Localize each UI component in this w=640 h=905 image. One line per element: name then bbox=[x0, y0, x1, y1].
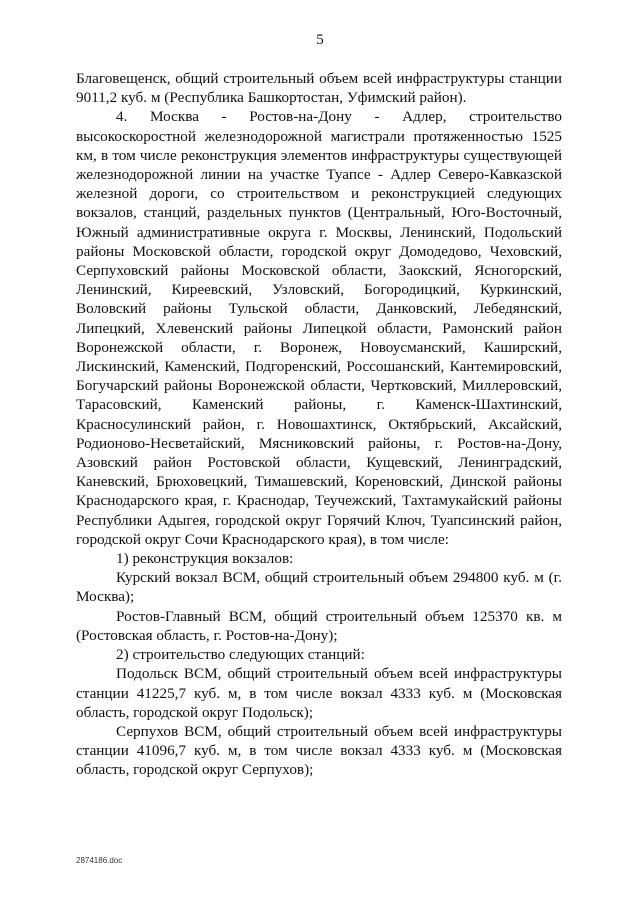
footer-doc-id: 2874186.doc bbox=[76, 856, 123, 865]
paragraph-kursky-station: Курский вокзал ВСМ, общий строительный объем 294800 куб. м (г. Москва); bbox=[76, 569, 562, 606]
paragraph-subitem-1: 1) реконструкция вокзалов: bbox=[116, 550, 294, 568]
paragraph-serpukhov-station: Серпухов ВСМ, общий строительный объем всей инфраструктуры станции 41096,7 куб. м, в том числе вокзал 4333 куб. м (Московская область, городской округ Серпухов); bbox=[76, 722, 562, 779]
paragraph-subitem-2: 2) строительство следующих станций: bbox=[116, 646, 365, 664]
paragraph-item-4: 4. Москва - Ростов-на-Дону - Адлер, строительство высокоскоростной железнодорожной магистрали протяженностью 1525 км, в том числе реконструкция элементов инфраструктуры существующей железнодорожной линии на участке Туапсе - Адлер Северо-Кавказской железной дороги, со строительством и реконструкцией следующих вокзалов, станций, раздельных пунктов (Центральный, Юго-Восточный, Южный административные округа г. Москвы, Ленинский, Подольский районы Московской области, городской округ Домодедово, Чеховский, Серпуховский районы Московской области, Заокский, Ясногорский, Ленинский, Киреевский, Узловский, Богородицкий, Куркинский, Воловский районы Тульской области, Данковский, Лебедянский, Липецкий, Хлевенский районы Липецкой области, Рамонский район Воронежской области, г. Воронеж, Новоусманский, Каширский, Лискинский, Каменский, Подгоренский, Россошанский, Кантемировский, Богучарский районы Воронежской области, Чертковский, Миллеровский, Тарасовский, Каменский районы, г. Каменск-Шахтинский, Красносулинский район, г. Новошахтинск, Октябрьский, Аксайский, Родионово-Несветайский, Мясниковский районы, г. Ростов-на-Дону, Азовский район Ростовской области, Кущевский, Ленинградский, Каневский, Брюховецкий, Тимашевский, Кореновский, Динской районы Краснодарского края, г. Краснодар, Теучежский, Тахтамукайский районы Республики Адыгея, городской округ Горячий Ключ, Туапсинский район, городской округ Сочи Краснодарского края), в том числе: bbox=[76, 108, 562, 548]
paragraph-podolsk-station: Подольск ВСМ, общий строительный объем всей инфраструктуры станции 41225,7 куб. м, в том числе вокзал 4333 куб. м (Московская область, городской округ Подольск); bbox=[76, 665, 562, 721]
paragraph-rostov-station: Ростов-Главный ВСМ, общий строительный объем 125370 кв. м (Ростовская область, г. Ростов-на-Дону); bbox=[76, 607, 562, 644]
paragraph-continuation: Благовещенск, общий строительный объем всей инфраструктуры станции 9011,2 куб. м (Республика Башкортостан, Уфимский район). bbox=[76, 70, 562, 107]
page-number: 5 bbox=[316, 32, 324, 48]
document-body bbox=[76, 69, 562, 780]
